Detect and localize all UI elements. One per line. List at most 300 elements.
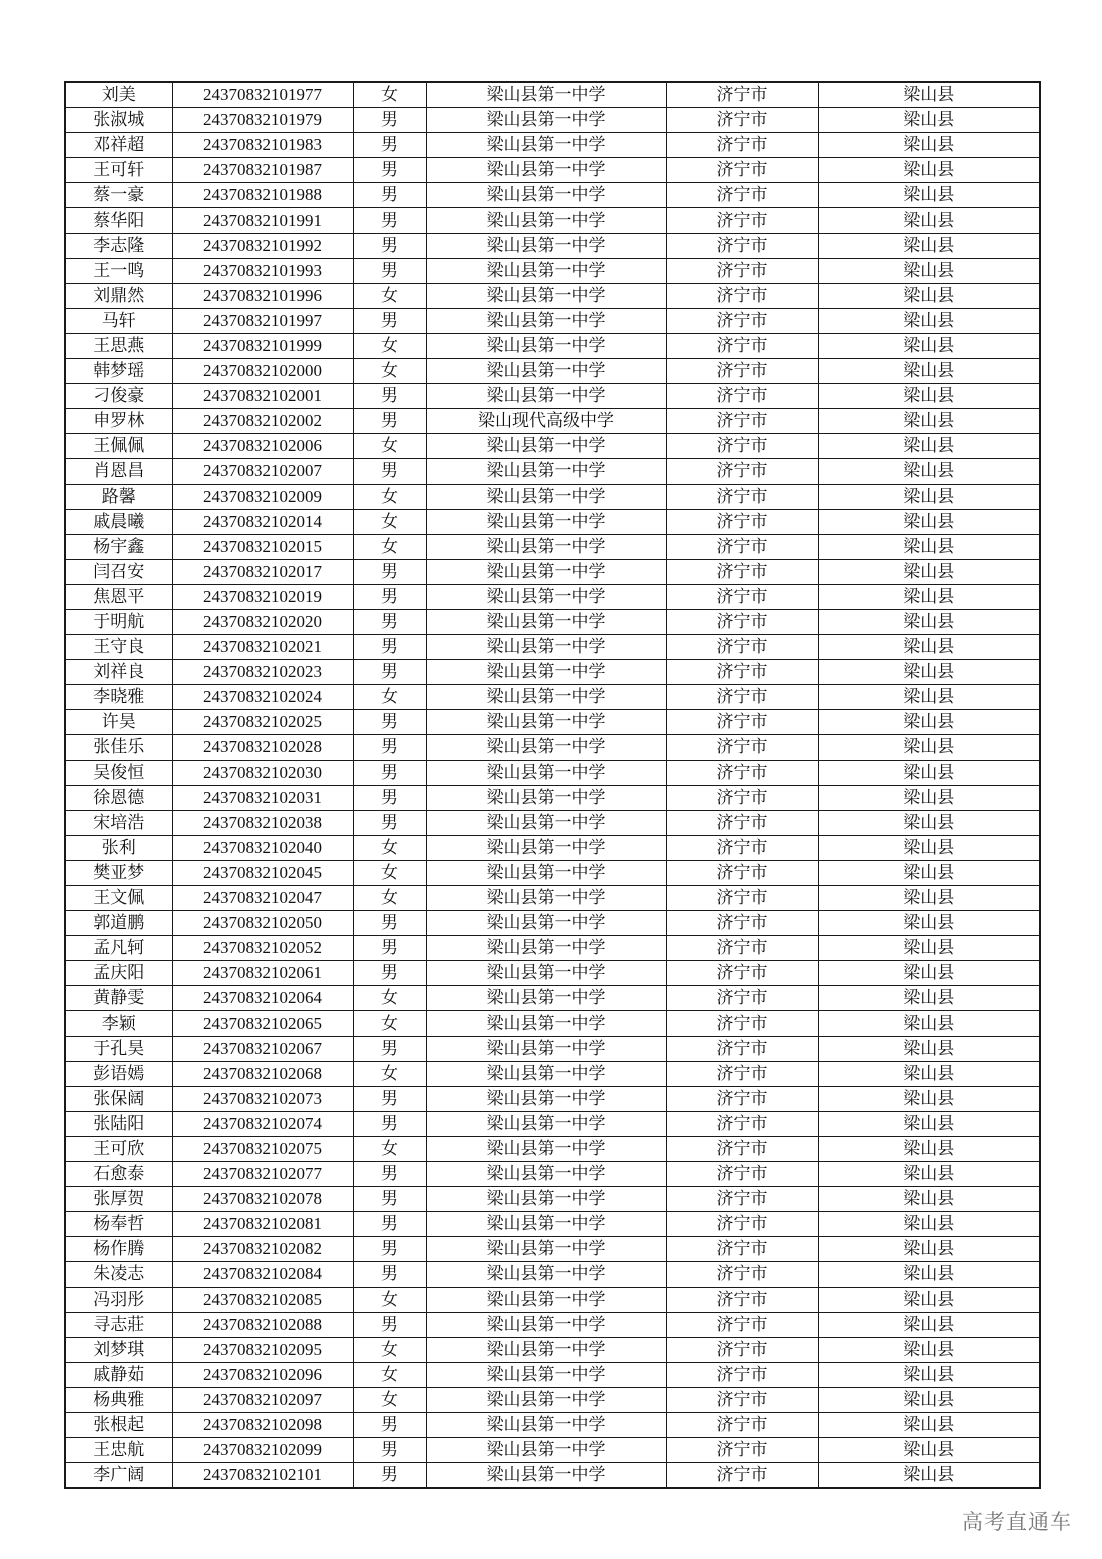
exam-id-cell: 24370832102021: [172, 635, 353, 660]
exam-id-cell: 24370832102024: [172, 685, 353, 710]
gender-cell: 男: [353, 384, 426, 409]
gender-cell: 男: [353, 258, 426, 283]
gender-cell: 男: [353, 108, 426, 133]
exam-id-cell: 24370832102075: [172, 1136, 353, 1161]
school-cell: 梁山县第一中学: [426, 735, 666, 760]
exam-id-cell: 24370832101996: [172, 283, 353, 308]
name-cell: 孟凡轲: [65, 936, 172, 961]
table-row: [65, 1011, 1040, 1036]
name-cell: 徐恩德: [65, 785, 172, 810]
school-cell: 梁山县第一中学: [426, 1036, 666, 1061]
exam-id-cell: 24370832102001: [172, 384, 353, 409]
city-cell: 济宁市: [666, 509, 818, 534]
table-row: [65, 258, 1040, 283]
table-row: [65, 760, 1040, 785]
name-cell: 杨宇鑫: [65, 534, 172, 559]
exam-id-cell: 24370832102067: [172, 1036, 353, 1061]
table-row: [65, 886, 1040, 911]
county-cell: 梁山县: [818, 1362, 1040, 1387]
school-cell: 梁山县第一中学: [426, 584, 666, 609]
name-cell: 申罗林: [65, 409, 172, 434]
exam-id-cell: 24370832102038: [172, 810, 353, 835]
exam-id-cell: 24370832102064: [172, 986, 353, 1011]
table-row: [65, 534, 1040, 559]
county-cell: 梁山县: [818, 1387, 1040, 1412]
gender-cell: 男: [353, 785, 426, 810]
gender-cell: 男: [353, 1187, 426, 1212]
county-cell: 梁山县: [818, 1061, 1040, 1086]
county-cell: 梁山县: [818, 459, 1040, 484]
gender-cell: 女: [353, 1387, 426, 1412]
school-cell: 梁山县第一中学: [426, 710, 666, 735]
table-row: [65, 961, 1040, 986]
name-cell: 邓祥超: [65, 133, 172, 158]
name-cell: 刁俊豪: [65, 384, 172, 409]
county-cell: 梁山县: [818, 82, 1040, 108]
table-row: [65, 635, 1040, 660]
name-cell: 许昊: [65, 710, 172, 735]
name-cell: 张利: [65, 835, 172, 860]
table-row: [65, 333, 1040, 358]
exam-id-cell: 24370832102000: [172, 359, 353, 384]
gender-cell: 男: [353, 133, 426, 158]
city-cell: 济宁市: [666, 810, 818, 835]
county-cell: 梁山县: [818, 434, 1040, 459]
exam-id-cell: 24370832102030: [172, 760, 353, 785]
city-cell: 济宁市: [666, 82, 818, 108]
table-row: [65, 409, 1040, 434]
school-cell: 梁山现代高级中学: [426, 409, 666, 434]
county-cell: 梁山县: [818, 936, 1040, 961]
name-cell: 刘美: [65, 82, 172, 108]
gender-cell: 女: [353, 484, 426, 509]
county-cell: 梁山县: [818, 735, 1040, 760]
school-cell: 梁山县第一中学: [426, 434, 666, 459]
city-cell: 济宁市: [666, 1111, 818, 1136]
exam-id-cell: 24370832102088: [172, 1312, 353, 1337]
table-row: [65, 1111, 1040, 1136]
gender-cell: 男: [353, 1438, 426, 1463]
table-row: [65, 559, 1040, 584]
name-cell: 朱凌志: [65, 1262, 172, 1287]
city-cell: 济宁市: [666, 384, 818, 409]
exam-id-cell: 24370832102025: [172, 710, 353, 735]
gender-cell: 女: [353, 886, 426, 911]
exam-id-cell: 24370832101987: [172, 158, 353, 183]
gender-cell: 男: [353, 760, 426, 785]
exam-id-cell: 24370832102031: [172, 785, 353, 810]
gender-cell: 男: [353, 911, 426, 936]
county-cell: 梁山县: [818, 1111, 1040, 1136]
name-cell: 于明航: [65, 609, 172, 634]
city-cell: 济宁市: [666, 886, 818, 911]
exam-id-cell: 24370832102065: [172, 1011, 353, 1036]
name-cell: 张陆阳: [65, 1111, 172, 1136]
city-cell: 济宁市: [666, 986, 818, 1011]
table-row: [65, 936, 1040, 961]
gender-cell: 男: [353, 961, 426, 986]
exam-id-cell: 24370832102019: [172, 584, 353, 609]
school-cell: 梁山县第一中学: [426, 233, 666, 258]
county-cell: 梁山县: [818, 584, 1040, 609]
name-cell: 张淑城: [65, 108, 172, 133]
table-row: [65, 82, 1040, 108]
county-cell: 梁山县: [818, 1463, 1040, 1489]
county-cell: 梁山县: [818, 1262, 1040, 1287]
school-cell: 梁山县第一中学: [426, 133, 666, 158]
city-cell: 济宁市: [666, 1387, 818, 1412]
school-cell: 梁山县第一中学: [426, 459, 666, 484]
exam-id-cell: 24370832102002: [172, 409, 353, 434]
table-row: [65, 609, 1040, 634]
school-cell: 梁山县第一中学: [426, 609, 666, 634]
gender-cell: 女: [353, 986, 426, 1011]
name-cell: 刘鼎然: [65, 283, 172, 308]
city-cell: 济宁市: [666, 835, 818, 860]
exam-id-cell: 24370832102078: [172, 1187, 353, 1212]
name-cell: 樊亚梦: [65, 860, 172, 885]
exam-id-cell: 24370832102007: [172, 459, 353, 484]
exam-id-cell: 24370832101979: [172, 108, 353, 133]
school-cell: 梁山县第一中学: [426, 559, 666, 584]
school-cell: 梁山县第一中学: [426, 685, 666, 710]
county-cell: 梁山县: [818, 409, 1040, 434]
name-cell: 杨奉哲: [65, 1212, 172, 1237]
gender-cell: 男: [353, 1086, 426, 1111]
gender-cell: 男: [353, 459, 426, 484]
gender-cell: 女: [353, 685, 426, 710]
name-cell: 王一鸣: [65, 258, 172, 283]
name-cell: 于孔昊: [65, 1036, 172, 1061]
name-cell: 王思燕: [65, 333, 172, 358]
school-cell: 梁山县第一中学: [426, 1312, 666, 1337]
gender-cell: 男: [353, 584, 426, 609]
exam-id-cell: 24370832102009: [172, 484, 353, 509]
gender-cell: 男: [353, 936, 426, 961]
city-cell: 济宁市: [666, 1312, 818, 1337]
table-row: [65, 1061, 1040, 1086]
table-row: [65, 308, 1040, 333]
county-cell: 梁山县: [818, 359, 1040, 384]
gender-cell: 男: [353, 1036, 426, 1061]
city-cell: 济宁市: [666, 409, 818, 434]
gender-cell: 男: [353, 735, 426, 760]
city-cell: 济宁市: [666, 609, 818, 634]
county-cell: 梁山县: [818, 785, 1040, 810]
table-row: [65, 1086, 1040, 1111]
school-cell: 梁山县第一中学: [426, 1086, 666, 1111]
city-cell: 济宁市: [666, 936, 818, 961]
county-cell: 梁山县: [818, 1187, 1040, 1212]
school-cell: 梁山县第一中学: [426, 986, 666, 1011]
exam-id-cell: 24370832101983: [172, 133, 353, 158]
table-row: [65, 1387, 1040, 1412]
exam-id-cell: 24370832102052: [172, 936, 353, 961]
school-cell: 梁山县第一中学: [426, 359, 666, 384]
gender-cell: 男: [353, 1162, 426, 1187]
county-cell: 梁山县: [818, 1011, 1040, 1036]
school-cell: 梁山县第一中学: [426, 82, 666, 108]
name-cell: 马轩: [65, 308, 172, 333]
county-cell: 梁山县: [818, 484, 1040, 509]
gender-cell: 女: [353, 333, 426, 358]
city-cell: 济宁市: [666, 760, 818, 785]
school-cell: 梁山县第一中学: [426, 183, 666, 208]
table-row: [65, 1262, 1040, 1287]
exam-id-cell: 24370832102099: [172, 1438, 353, 1463]
city-cell: 济宁市: [666, 434, 818, 459]
county-cell: 梁山县: [818, 1287, 1040, 1312]
city-cell: 济宁市: [666, 559, 818, 584]
city-cell: 济宁市: [666, 208, 818, 233]
county-cell: 梁山县: [818, 158, 1040, 183]
gender-cell: 女: [353, 835, 426, 860]
city-cell: 济宁市: [666, 534, 818, 559]
exam-id-cell: 24370832102040: [172, 835, 353, 860]
school-cell: 梁山县第一中学: [426, 1212, 666, 1237]
exam-id-cell: 24370832102077: [172, 1162, 353, 1187]
name-cell: 郭道鹏: [65, 911, 172, 936]
table-row: [65, 584, 1040, 609]
exam-id-cell: 24370832102081: [172, 1212, 353, 1237]
school-cell: 梁山县第一中学: [426, 1387, 666, 1412]
county-cell: 梁山县: [818, 1237, 1040, 1262]
table-row: [65, 785, 1040, 810]
county-cell: 梁山县: [818, 1312, 1040, 1337]
name-cell: 肖恩昌: [65, 459, 172, 484]
gender-cell: 男: [353, 710, 426, 735]
city-cell: 济宁市: [666, 1162, 818, 1187]
table-row: [65, 1438, 1040, 1463]
table-body: [65, 82, 1040, 1488]
county-cell: 梁山县: [818, 183, 1040, 208]
school-cell: 梁山县第一中学: [426, 283, 666, 308]
city-cell: 济宁市: [666, 1463, 818, 1489]
county-cell: 梁山县: [818, 1412, 1040, 1437]
gender-cell: 男: [353, 1111, 426, 1136]
name-cell: 王忠航: [65, 1438, 172, 1463]
county-cell: 梁山县: [818, 810, 1040, 835]
name-cell: 戚静茹: [65, 1362, 172, 1387]
gender-cell: 男: [353, 233, 426, 258]
gender-cell: 女: [353, 1011, 426, 1036]
city-cell: 济宁市: [666, 1262, 818, 1287]
city-cell: 济宁市: [666, 860, 818, 885]
table-row: [65, 1412, 1040, 1437]
city-cell: 济宁市: [666, 1412, 818, 1437]
city-cell: 济宁市: [666, 710, 818, 735]
city-cell: 济宁市: [666, 258, 818, 283]
table-row: [65, 810, 1040, 835]
table-row: [65, 710, 1040, 735]
gender-cell: 女: [353, 283, 426, 308]
county-cell: 梁山县: [818, 835, 1040, 860]
gender-cell: 女: [353, 359, 426, 384]
city-cell: 济宁市: [666, 108, 818, 133]
name-cell: 张根起: [65, 1412, 172, 1437]
name-cell: 张保阔: [65, 1086, 172, 1111]
exam-id-cell: 24370832102017: [172, 559, 353, 584]
gender-cell: 女: [353, 82, 426, 108]
name-cell: 王守良: [65, 635, 172, 660]
exam-id-cell: 24370832102068: [172, 1061, 353, 1086]
school-cell: 梁山县第一中学: [426, 1337, 666, 1362]
gender-cell: 男: [353, 1237, 426, 1262]
exam-id-cell: 24370832102098: [172, 1412, 353, 1437]
city-cell: 济宁市: [666, 911, 818, 936]
county-cell: 梁山县: [818, 308, 1040, 333]
county-cell: 梁山县: [818, 961, 1040, 986]
gender-cell: 男: [353, 409, 426, 434]
county-cell: 梁山县: [818, 1337, 1040, 1362]
name-cell: 孟庆阳: [65, 961, 172, 986]
name-cell: 戚晨曦: [65, 509, 172, 534]
exam-id-cell: 24370832101992: [172, 233, 353, 258]
city-cell: 济宁市: [666, 1438, 818, 1463]
table-row: [65, 283, 1040, 308]
gender-cell: 女: [353, 1136, 426, 1161]
school-cell: 梁山县第一中学: [426, 333, 666, 358]
city-cell: 济宁市: [666, 584, 818, 609]
name-cell: 王可轩: [65, 158, 172, 183]
gender-cell: 男: [353, 1412, 426, 1437]
table-row: [65, 835, 1040, 860]
city-cell: 济宁市: [666, 635, 818, 660]
school-cell: 梁山县第一中学: [426, 911, 666, 936]
county-cell: 梁山县: [818, 534, 1040, 559]
school-cell: 梁山县第一中学: [426, 886, 666, 911]
school-cell: 梁山县第一中学: [426, 1438, 666, 1463]
city-cell: 济宁市: [666, 660, 818, 685]
school-cell: 梁山县第一中学: [426, 785, 666, 810]
school-cell: 梁山县第一中学: [426, 1061, 666, 1086]
table-row: [65, 1136, 1040, 1161]
name-cell: 焦恩平: [65, 584, 172, 609]
school-cell: 梁山县第一中学: [426, 158, 666, 183]
school-cell: 梁山县第一中学: [426, 509, 666, 534]
name-cell: 黄静雯: [65, 986, 172, 1011]
exam-id-cell: 24370832101977: [172, 82, 353, 108]
school-cell: 梁山县第一中学: [426, 534, 666, 559]
gender-cell: 男: [353, 308, 426, 333]
name-cell: 彭语嫣: [65, 1061, 172, 1086]
exam-id-cell: 24370832102045: [172, 860, 353, 885]
name-cell: 蔡一豪: [65, 183, 172, 208]
county-cell: 梁山县: [818, 710, 1040, 735]
city-cell: 济宁市: [666, 333, 818, 358]
table-row: [65, 158, 1040, 183]
county-cell: 梁山县: [818, 108, 1040, 133]
table-row: [65, 1187, 1040, 1212]
city-cell: 济宁市: [666, 961, 818, 986]
name-cell: 杨作腾: [65, 1237, 172, 1262]
name-cell: 蔡华阳: [65, 208, 172, 233]
gender-cell: 男: [353, 660, 426, 685]
name-cell: 吴俊恒: [65, 760, 172, 785]
gender-cell: 女: [353, 1362, 426, 1387]
county-cell: 梁山县: [818, 559, 1040, 584]
county-cell: 梁山县: [818, 1212, 1040, 1237]
exam-id-cell: 24370832102023: [172, 660, 353, 685]
table-row: [65, 735, 1040, 760]
gender-cell: 女: [353, 860, 426, 885]
table-row: [65, 1237, 1040, 1262]
exam-id-cell: 24370832102096: [172, 1362, 353, 1387]
gender-cell: 男: [353, 1312, 426, 1337]
gender-cell: 男: [353, 183, 426, 208]
exam-id-cell: 24370832102020: [172, 609, 353, 634]
city-cell: 济宁市: [666, 685, 818, 710]
name-cell: 寻志莊: [65, 1312, 172, 1337]
county-cell: 梁山县: [818, 1086, 1040, 1111]
table-row: [65, 1287, 1040, 1312]
exam-id-cell: 24370832102084: [172, 1262, 353, 1287]
name-cell: 冯羽彤: [65, 1287, 172, 1312]
name-cell: 刘祥良: [65, 660, 172, 685]
table-row: [65, 459, 1040, 484]
gender-cell: 男: [353, 208, 426, 233]
gender-cell: 男: [353, 158, 426, 183]
city-cell: 济宁市: [666, 1036, 818, 1061]
county-cell: 梁山县: [818, 609, 1040, 634]
school-cell: 梁山县第一中学: [426, 1111, 666, 1136]
exam-id-cell: 24370832102014: [172, 509, 353, 534]
name-cell: 李广阔: [65, 1463, 172, 1489]
table-row: [65, 384, 1040, 409]
county-cell: 梁山县: [818, 886, 1040, 911]
gender-cell: 女: [353, 509, 426, 534]
county-cell: 梁山县: [818, 1136, 1040, 1161]
watermark-text: 高考直通车: [962, 1510, 1072, 1534]
table-row: [65, 133, 1040, 158]
table-row: [65, 1463, 1040, 1489]
exam-id-cell: 24370832102097: [172, 1387, 353, 1412]
table-row: [65, 685, 1040, 710]
county-cell: 梁山县: [818, 986, 1040, 1011]
city-cell: 济宁市: [666, 359, 818, 384]
county-cell: 梁山县: [818, 860, 1040, 885]
school-cell: 梁山县第一中学: [426, 108, 666, 133]
name-cell: 韩梦瑶: [65, 359, 172, 384]
name-cell: 李颖: [65, 1011, 172, 1036]
name-cell: 张厚贺: [65, 1187, 172, 1212]
table-row: [65, 860, 1040, 885]
county-cell: 梁山县: [818, 911, 1040, 936]
name-cell: 王文佩: [65, 886, 172, 911]
table-row: [65, 434, 1040, 459]
city-cell: 济宁市: [666, 1337, 818, 1362]
name-cell: 李晓雅: [65, 685, 172, 710]
county-cell: 梁山县: [818, 133, 1040, 158]
table-row: [65, 911, 1040, 936]
county-cell: 梁山县: [818, 1438, 1040, 1463]
exam-id-cell: 24370832102101: [172, 1463, 353, 1489]
city-cell: 济宁市: [666, 1011, 818, 1036]
county-cell: 梁山县: [818, 660, 1040, 685]
school-cell: 梁山县第一中学: [426, 1162, 666, 1187]
exam-id-cell: 24370832102074: [172, 1111, 353, 1136]
gender-cell: 男: [353, 1463, 426, 1489]
city-cell: 济宁市: [666, 1187, 818, 1212]
table-row: [65, 1162, 1040, 1187]
county-cell: 梁山县: [818, 760, 1040, 785]
city-cell: 济宁市: [666, 233, 818, 258]
table-row: [65, 359, 1040, 384]
city-cell: 济宁市: [666, 158, 818, 183]
name-cell: 王可欣: [65, 1136, 172, 1161]
county-cell: 梁山县: [818, 685, 1040, 710]
exam-id-cell: 24370832102095: [172, 1337, 353, 1362]
